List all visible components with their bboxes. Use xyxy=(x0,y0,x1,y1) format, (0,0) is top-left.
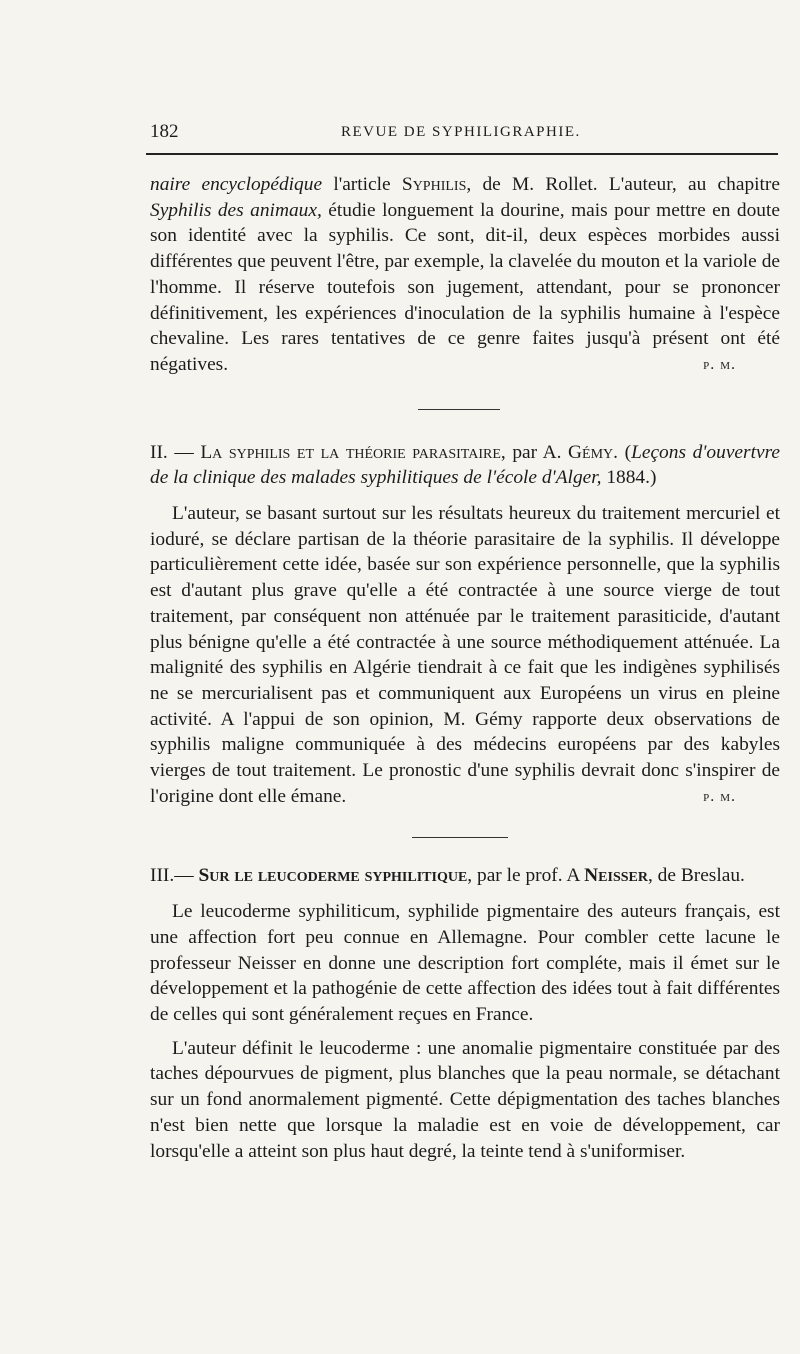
text-run: Neisser xyxy=(584,865,648,887)
author-initials: p. m. xyxy=(703,355,736,373)
section-heading-neisser xyxy=(150,863,780,889)
text-run: étudie longuement la dourine, mais pour mettre en doute son identité avec la syphilis. Ce sont, dit-il, deux espèces morbides aussi différentes que peuvent l'être, par exemple, la clavelée du mouton et la variole de l'homme. Il réserve toutefois son jugement, attendant, pour se prononcer définitivement, les expériences d'inoculation de la syphilis humaine à l'espèce chevaline. Les rares tentatives de ce genre faites jusqu'à présent ont été négatives. xyxy=(150,199,780,375)
running-head: REVUE DE SYPHILIGRAPHIE. xyxy=(341,124,581,140)
section-heading-gemy xyxy=(150,440,780,491)
text-run: La syphilis et la théorie parasitaire xyxy=(200,441,501,463)
page-body xyxy=(150,172,780,1164)
paragraph-rollet-review xyxy=(150,172,780,378)
page-header xyxy=(140,121,780,145)
text-run: 1884.) xyxy=(601,467,657,489)
spacer xyxy=(150,491,780,501)
spacer xyxy=(150,1028,780,1036)
text-run: Leçons d'ouvertvre de la clinique des malades syphilitiques de l'école d'Alger, xyxy=(150,441,780,489)
text-run: , par le prof. A xyxy=(467,865,585,887)
text-run: Gémy xyxy=(568,441,614,463)
paragraph-leucoderme-intro: Le leucoderme syphiliticum, syphilide pigmentaire des auteurs français, est une affection fort peu connue en Allemagne. Pour combler cette lacune le professeur Neisser en donne une description fort compléte, mais il émet sur le développement et la pathogénie de cette affection des idées tout à fait différentes de celles qui sont généralement reçues en France. xyxy=(150,901,780,1025)
text-run: . ( xyxy=(613,441,632,463)
paragraph-gemy-review xyxy=(150,501,780,809)
page-number: 182 xyxy=(150,121,179,142)
text-run: II. — xyxy=(150,441,201,463)
text-run: , par A. xyxy=(500,441,569,463)
text-run: III.— xyxy=(150,865,199,887)
text-run: Syphilis xyxy=(401,174,467,195)
section-separator xyxy=(412,837,508,838)
header-rule xyxy=(146,153,778,155)
text-run: Syphilis des animaux, xyxy=(150,199,322,221)
spacer xyxy=(150,889,780,899)
text-run: l'article xyxy=(322,174,402,195)
text-run: naire encyclopédique xyxy=(150,174,323,195)
text-run: Sur le leucoderme syphilitique xyxy=(198,865,468,887)
text-run: L'auteur, se basant surtout sur les résultats heureux du traitement mercuriel et ioduré, se déclare partisan de la théorie parasitaire de la syphilis. Il développe particulièrement cette idée, basée sur son expérience personnelle, que la syphilis est d'autant plus grave qu'elle a été contractée à une source vierge de tout traitement, par conséquent non atténuée par le traitement parasiticide, d'autant plus bénigne qu'elle a été contractée à une source méthodiquement atténuée. La malignité des syphilis en Algérie tiendrait à ce fait que les indigènes syphilisés ne se mercurialisent pas et communiquent aux Européens un virus en pleine activité. A l'appui de son opinion, M. Gémy rapporte deux observations de syphilis maligne communiquée à des médecins européens par des kabyles vierges de tout traitement. Le pronostic d'une syphilis devrait donc s'inspirer de l'origine dont elle émane. xyxy=(150,503,780,807)
section-separator xyxy=(418,409,500,410)
text-run: , de Breslau. xyxy=(647,865,745,887)
paragraph-leucoderme-definition: L'auteur définit le leucoderme : une anomalie pigmentaire constituée par des taches dépourvues de pigment, plus blanches que la peau normale, se détachant sur un fond anormalement pigmenté. Cette dépigmentation des taches blanches n'est bien nette que lorsque la maladie est en voie de développement, car lorsqu'elle a atteint son plus haut degré, la teinte tend à s'uniformiser. xyxy=(150,1037,780,1162)
text-run: , de M. Rollet. L'auteur, au chapitre xyxy=(466,174,780,195)
author-initials: p. m. xyxy=(703,787,736,805)
